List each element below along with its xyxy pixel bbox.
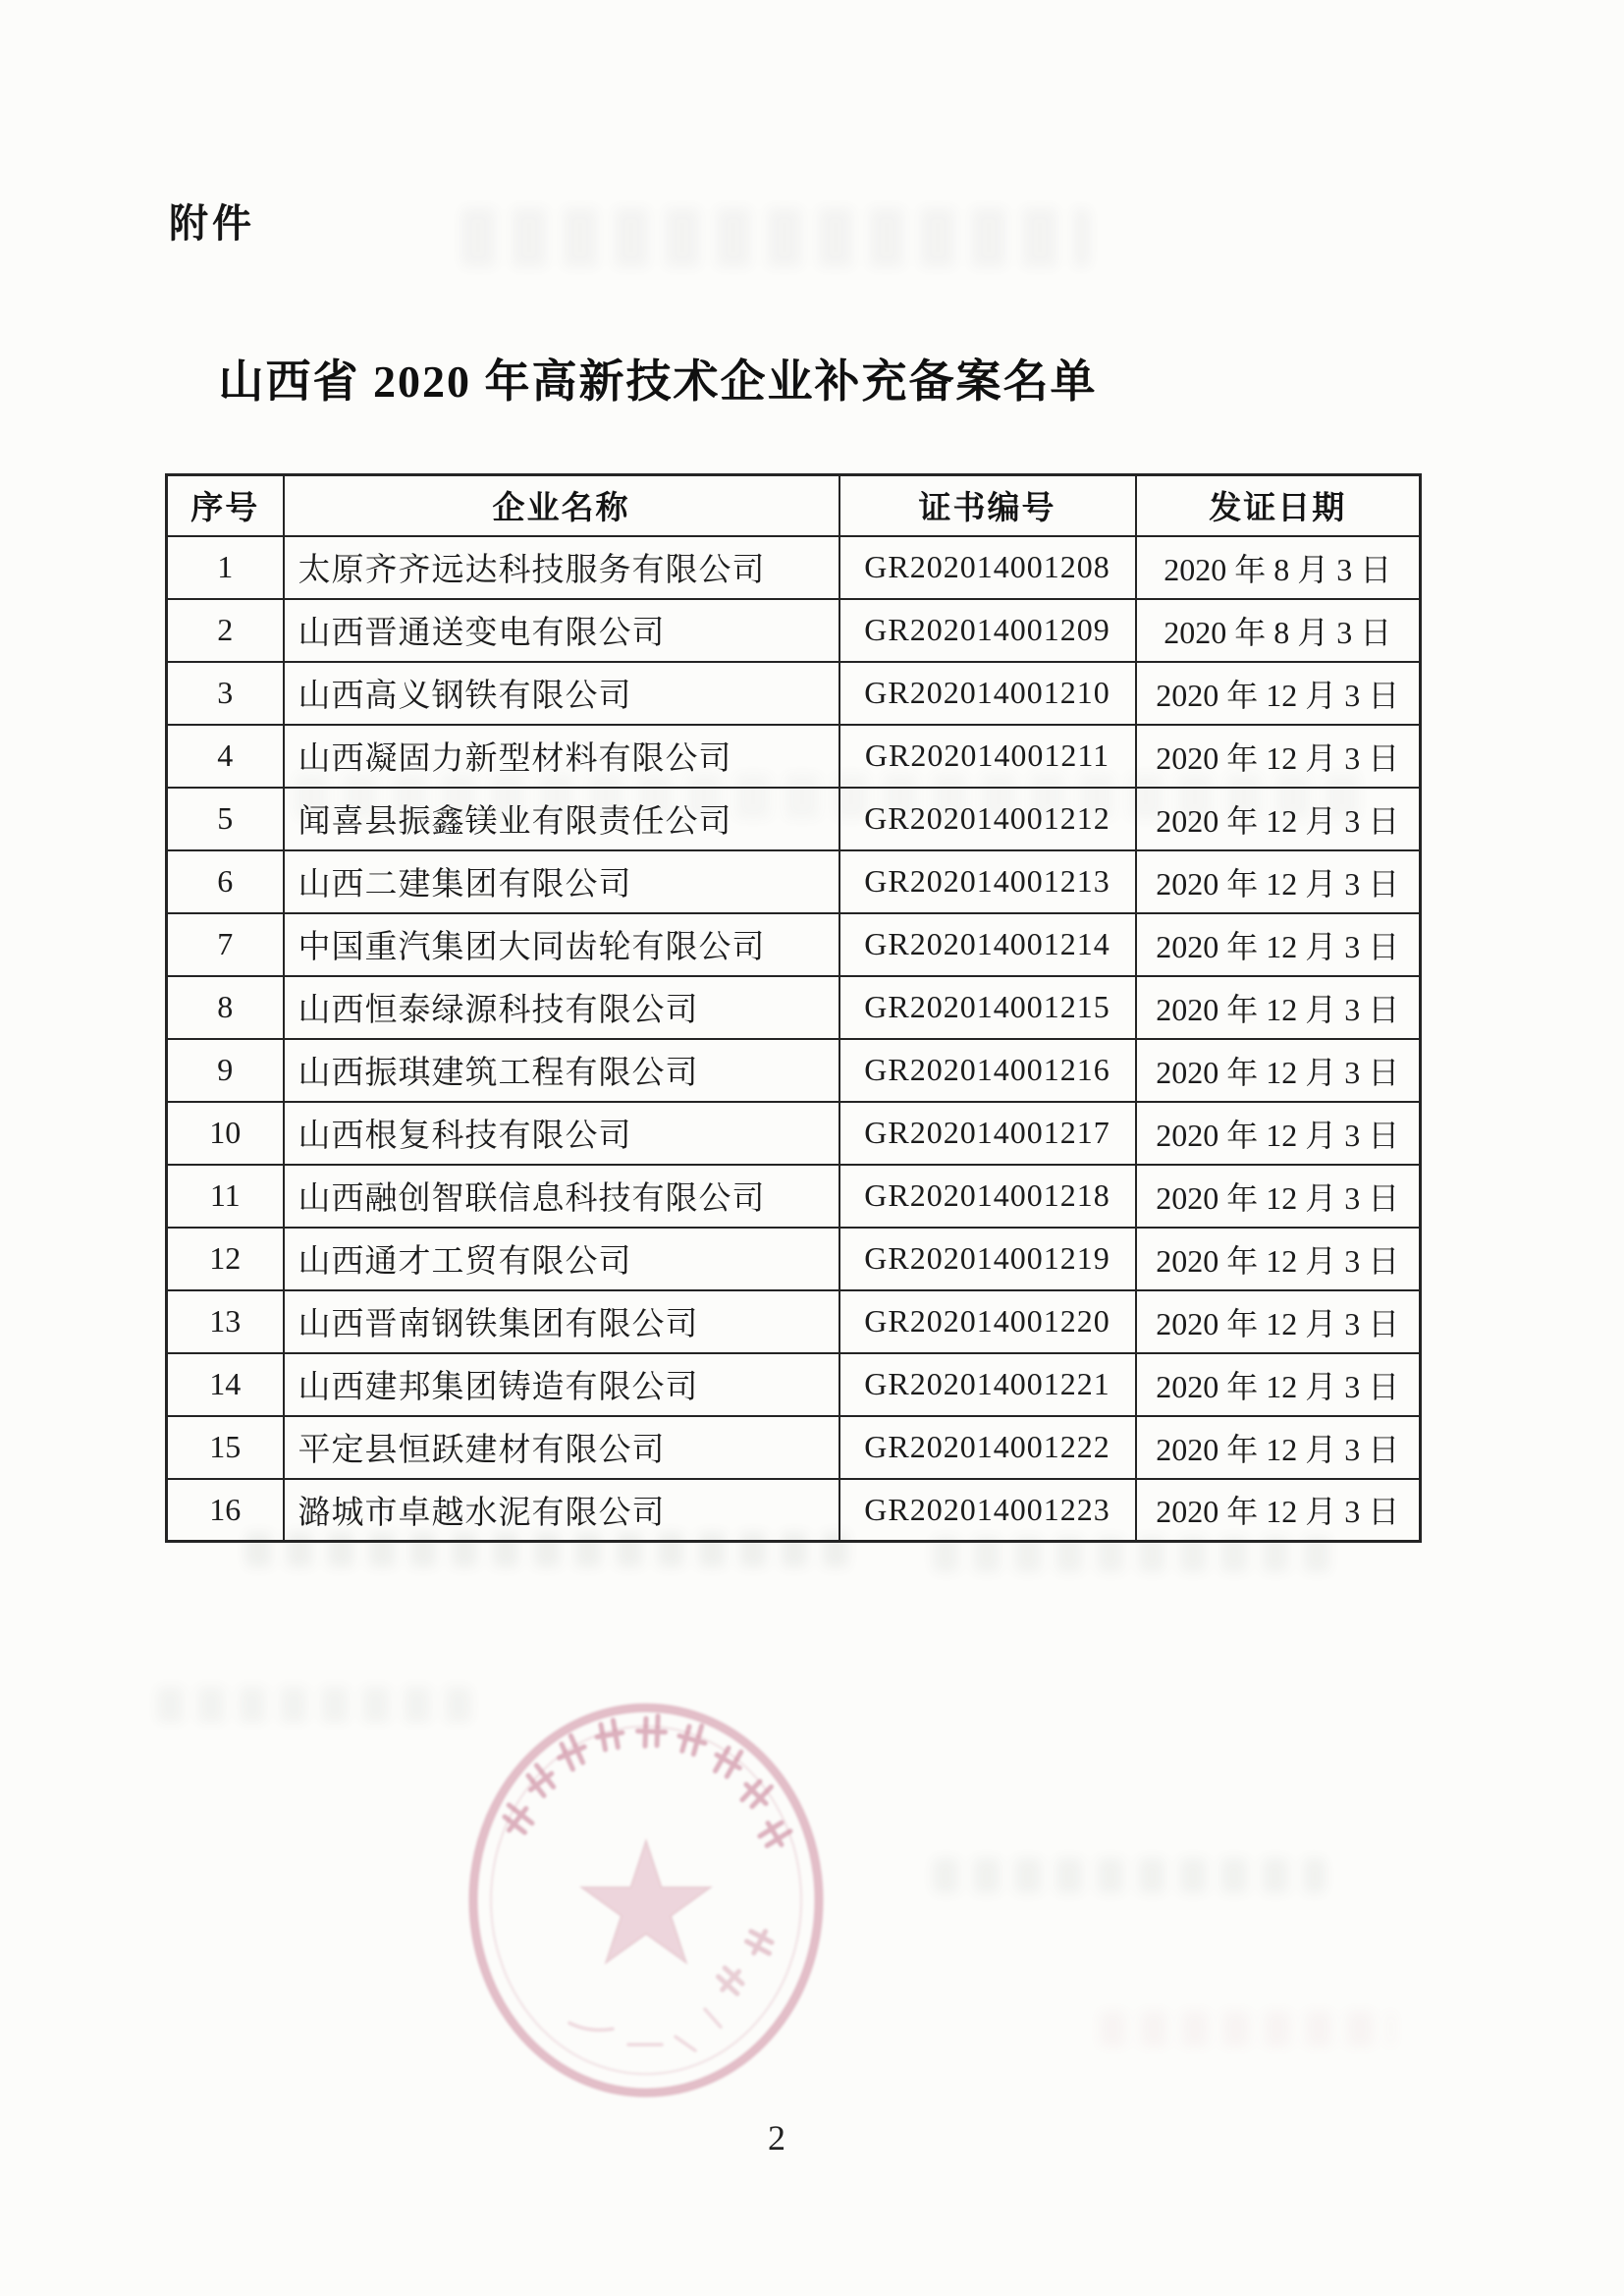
- table-row: [167, 662, 1421, 725]
- cell-certificate-number: GR202014001221: [839, 1353, 1136, 1416]
- table-row: [167, 1228, 1421, 1290]
- cell-issue-date: 2020 年 12 月 3 日: [1136, 1102, 1421, 1165]
- scan-bleedthrough-smudge: [933, 1858, 1326, 1893]
- table-row: [167, 1039, 1421, 1102]
- cell-enterprise-name: 山西二建集团有限公司: [284, 850, 839, 913]
- cell-enterprise-name: 山西晋通送变电有限公司: [284, 599, 839, 662]
- table-row: [167, 599, 1421, 662]
- cell-certificate-number: GR202014001219: [839, 1228, 1136, 1290]
- cell-enterprise-name: 山西通才工贸有限公司: [284, 1228, 839, 1290]
- cell-serial-number: 8: [167, 976, 284, 1039]
- cell-certificate-number: GR202014001212: [839, 788, 1136, 850]
- page-title: 山西省 2020 年高新技术企业补充备案名单: [218, 356, 1098, 407]
- cell-enterprise-name: 山西晋南钢铁集团有限公司: [284, 1290, 839, 1353]
- cell-serial-number: 12: [167, 1228, 284, 1290]
- table-body: [167, 536, 1421, 1542]
- header-issue-date: 发证日期: [1136, 475, 1421, 536]
- header-enterprise-name: 企业名称: [284, 475, 839, 536]
- cell-enterprise-name: 山西高义钢铁有限公司: [284, 662, 839, 725]
- cell-serial-number: 16: [167, 1479, 284, 1542]
- red-seal-stamp: [422, 1660, 874, 2151]
- cell-enterprise-name: 太原齐齐远达科技服务有限公司: [284, 536, 839, 599]
- cell-enterprise-name: 中国重汽集团大同齿轮有限公司: [284, 913, 839, 976]
- cell-issue-date: 2020 年 12 月 3 日: [1136, 913, 1421, 976]
- table-row: [167, 1479, 1421, 1542]
- cell-issue-date: 2020 年 12 月 3 日: [1136, 788, 1421, 850]
- attachment-label: 附件: [169, 202, 255, 246]
- header-certificate-number: 证书编号: [839, 475, 1136, 536]
- cell-serial-number: 9: [167, 1039, 284, 1102]
- cell-serial-number: 10: [167, 1102, 284, 1165]
- cell-enterprise-name: 山西融创智联信息科技有限公司: [284, 1165, 839, 1228]
- table-row: [167, 725, 1421, 788]
- cell-serial-number: 3: [167, 662, 284, 725]
- cell-enterprise-name: 闻喜县振鑫镁业有限责任公司: [284, 788, 839, 850]
- cell-issue-date: 2020 年 12 月 3 日: [1136, 1290, 1421, 1353]
- cell-issue-date: 2020 年 12 月 3 日: [1136, 1353, 1421, 1416]
- cell-enterprise-name: 山西根复科技有限公司: [284, 1102, 839, 1165]
- cell-certificate-number: GR202014001223: [839, 1479, 1136, 1542]
- table-header-row: [167, 475, 1421, 536]
- table-row: [167, 1290, 1421, 1353]
- scan-bleedthrough-smudge: [461, 208, 1090, 267]
- cell-serial-number: 13: [167, 1290, 284, 1353]
- cell-enterprise-name: 山西振琪建筑工程有限公司: [284, 1039, 839, 1102]
- page-number: 2: [768, 2118, 785, 2158]
- cell-certificate-number: GR202014001220: [839, 1290, 1136, 1353]
- cell-issue-date: 2020 年 12 月 3 日: [1136, 1416, 1421, 1479]
- table-row: [167, 1102, 1421, 1165]
- cell-issue-date: 2020 年 12 月 3 日: [1136, 725, 1421, 788]
- cell-serial-number: 7: [167, 913, 284, 976]
- cell-issue-date: 2020 年 12 月 3 日: [1136, 662, 1421, 725]
- cell-certificate-number: GR202014001213: [839, 850, 1136, 913]
- cell-certificate-number: GR202014001214: [839, 913, 1136, 976]
- cell-enterprise-name: 潞城市卓越水泥有限公司: [284, 1479, 839, 1542]
- table-row: [167, 536, 1421, 599]
- table-row: [167, 913, 1421, 976]
- cell-issue-date: 2020 年 12 月 3 日: [1136, 1479, 1421, 1542]
- cell-enterprise-name: 山西恒泰绿源科技有限公司: [284, 976, 839, 1039]
- cell-serial-number: 5: [167, 788, 284, 850]
- table-row: [167, 850, 1421, 913]
- cell-issue-date: 2020 年 8 月 3 日: [1136, 536, 1421, 599]
- cell-serial-number: 14: [167, 1353, 284, 1416]
- cell-issue-date: 2020 年 12 月 3 日: [1136, 1039, 1421, 1102]
- cell-certificate-number: GR202014001211: [839, 725, 1136, 788]
- cell-certificate-number: GR202014001222: [839, 1416, 1136, 1479]
- header-serial-number: 序号: [167, 475, 284, 536]
- cell-enterprise-name: 山西凝固力新型材料有限公司: [284, 725, 839, 788]
- cell-issue-date: 2020 年 12 月 3 日: [1136, 850, 1421, 913]
- cell-serial-number: 1: [167, 536, 284, 599]
- cell-issue-date: 2020 年 8 月 3 日: [1136, 599, 1421, 662]
- scan-bleedthrough-smudge: [1100, 2011, 1394, 2047]
- cell-issue-date: 2020 年 12 月 3 日: [1136, 1228, 1421, 1290]
- cell-issue-date: 2020 年 12 月 3 日: [1136, 976, 1421, 1039]
- cell-certificate-number: GR202014001217: [839, 1102, 1136, 1165]
- cell-enterprise-name: 平定县恒跃建材有限公司: [284, 1416, 839, 1479]
- cell-issue-date: 2020 年 12 月 3 日: [1136, 1165, 1421, 1228]
- table-row: [167, 788, 1421, 850]
- cell-certificate-number: GR202014001210: [839, 662, 1136, 725]
- cell-serial-number: 6: [167, 850, 284, 913]
- cell-serial-number: 15: [167, 1416, 284, 1479]
- table-row: [167, 1416, 1421, 1479]
- cell-certificate-number: GR202014001216: [839, 1039, 1136, 1102]
- enterprise-filing-table: [165, 473, 1422, 1543]
- cell-enterprise-name: 山西建邦集团铸造有限公司: [284, 1353, 839, 1416]
- cell-serial-number: 2: [167, 599, 284, 662]
- cell-certificate-number: GR202014001208: [839, 536, 1136, 599]
- cell-certificate-number: GR202014001209: [839, 599, 1136, 662]
- cell-serial-number: 11: [167, 1165, 284, 1228]
- table-row: [167, 1165, 1421, 1228]
- table-row: [167, 976, 1421, 1039]
- cell-serial-number: 4: [167, 725, 284, 788]
- seal-star-icon: [582, 1841, 710, 1962]
- cell-certificate-number: GR202014001215: [839, 976, 1136, 1039]
- cell-certificate-number: GR202014001218: [839, 1165, 1136, 1228]
- table-row: [167, 1353, 1421, 1416]
